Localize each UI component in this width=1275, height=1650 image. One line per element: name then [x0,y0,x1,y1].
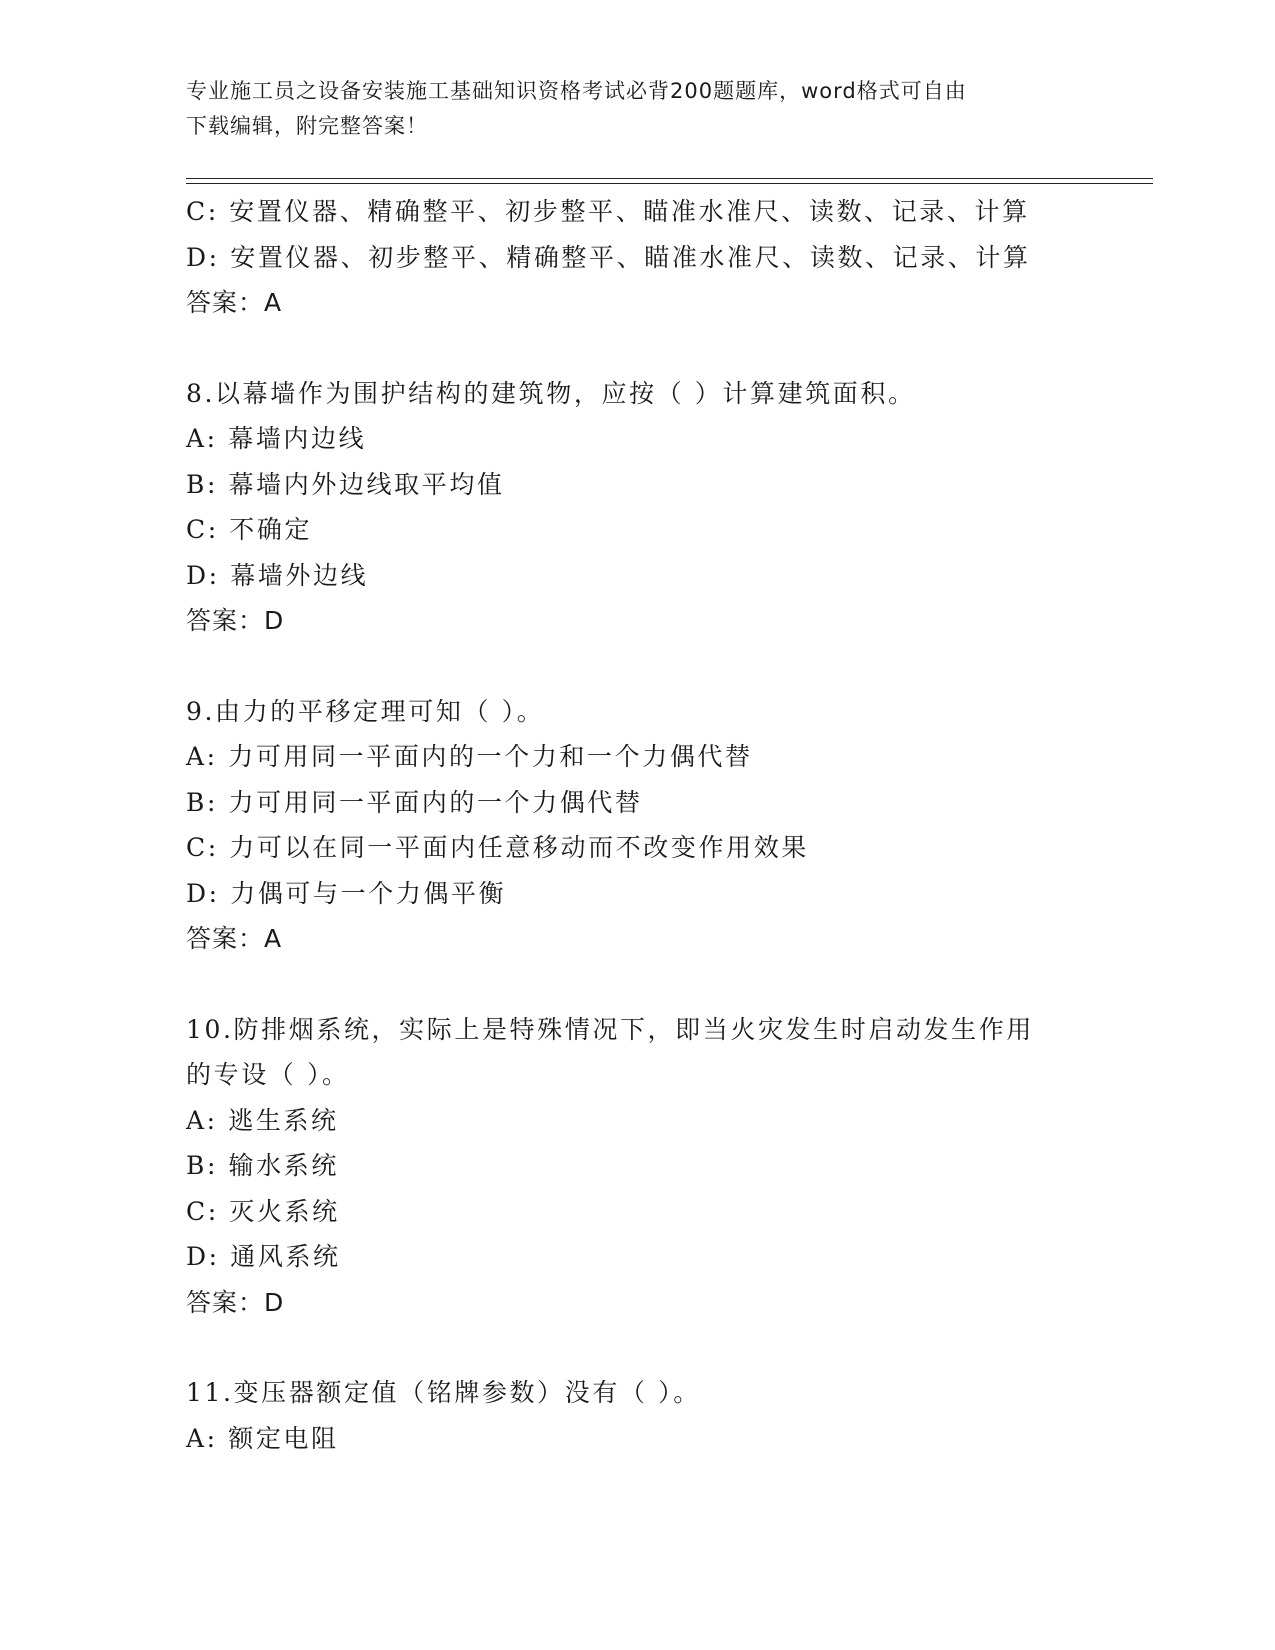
option-d: D: 幕墙外边线 [186,560,369,590]
question-stem: 11.变压器额定值（铭牌参数）没有（ ）。 [186,1378,701,1407]
answer: 答案：A [186,288,283,317]
document-header [186,74,1066,144]
option-a: A: 额定电阻 [186,1423,339,1453]
answer: 答案：A [186,924,283,953]
question-stem-line-1: 10.防排烟系统，实际上是特殊情况下，即当火灾发生时启动发生作用 [186,1014,1034,1044]
option-a: A: 逃生系统 [186,1105,339,1135]
header-rule-top [186,178,1153,179]
question-block-11 [186,1370,1066,1461]
question-stem: 9.由力的平移定理可知（ ）。 [186,696,545,726]
option-b: B: 幕墙内外边线取平均值 [186,469,505,499]
option-d: D: 通风系统 [186,1242,341,1271]
question-block-7-partial [186,189,1066,326]
answer: 答案：D [186,1287,285,1317]
option-a: A: 幕墙内边线 [186,424,367,453]
option-a: A: 力可用同一平面内的一个力和一个力偶代替 [186,742,753,771]
option-b: B: 力可用同一平面内的一个力偶代替 [186,787,643,817]
header-line-2: 下载编辑，附完整答案！ [186,114,428,138]
question-stem-line-2: 的专设（ ）。 [186,1060,350,1089]
option-c: C: 不确定 [186,515,313,544]
question-stem: 8.以幕墙作为围护结构的建筑物，应按（ ）计算建筑面积。 [186,378,916,408]
option-d: D: 力偶可与一个力偶平衡 [186,878,507,908]
option-c: C: 灭火系统 [186,1196,340,1226]
question-block-10 [186,1007,1066,1326]
question-list [186,189,1066,1506]
option-b: B: 输水系统 [186,1151,339,1180]
header-rule-bottom [186,183,1153,184]
option-d: D: 安置仪器、初步整平、精确整平、瞄准水准尺、读数、记录、计算 [186,242,1031,272]
option-c: C: 力可以在同一平面内任意移动而不改变作用效果 [186,833,809,862]
header-line-1: 专业施工员之设备安装施工基础知识资格考试必背200题题库，word格式可自由 [186,79,967,103]
answer: 答案：D [186,606,285,635]
option-c: C: 安置仪器、精确整平、初步整平、瞄准水准尺、读数、记录、计算 [186,197,1030,226]
question-block-9 [186,689,1066,962]
question-block-8 [186,371,1066,644]
